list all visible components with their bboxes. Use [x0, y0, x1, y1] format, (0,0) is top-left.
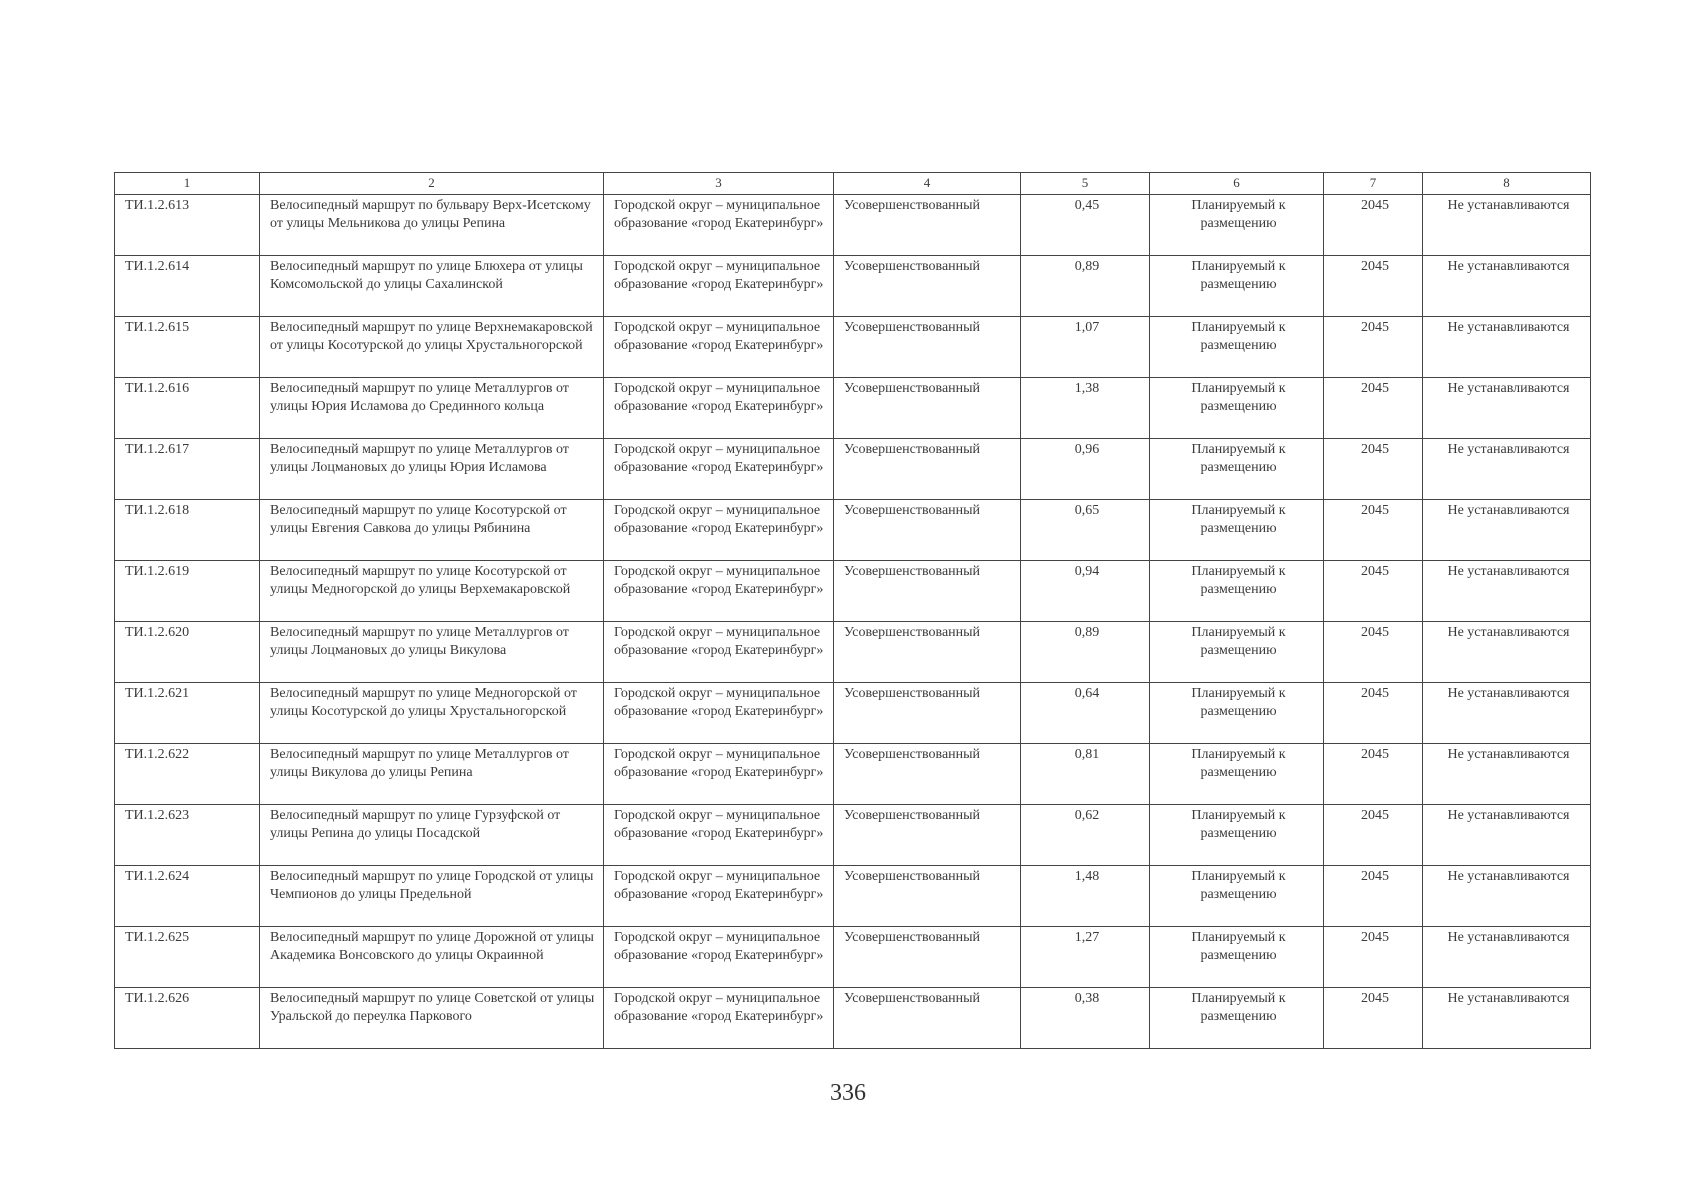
column-header-6: 6	[1150, 173, 1324, 195]
year-cell: 2045	[1324, 622, 1423, 683]
status-cell: Планируемый к размещению	[1150, 561, 1324, 622]
length-cell: 0,89	[1021, 256, 1150, 317]
municipality-cell: Городской округ – муниципальное образование «город Екатеринбург»	[604, 195, 834, 256]
category-cell: Усовершенствованный	[834, 805, 1021, 866]
table-row	[115, 256, 1591, 317]
table-row	[115, 622, 1591, 683]
category-cell: Усовершенствованный	[834, 622, 1021, 683]
object-name-cell: Велосипедный маршрут по улице Верхнемакаровской от улицы Косотурской до улицы Хрустальногорской	[260, 317, 604, 378]
zone-cell: Не устанавливаются	[1423, 866, 1591, 927]
status-cell: Планируемый к размещению	[1150, 439, 1324, 500]
length-cell: 0,96	[1021, 439, 1150, 500]
municipality-cell: Городской округ – муниципальное образование «город Екатеринбург»	[604, 256, 834, 317]
object-name-cell: Велосипедный маршрут по улице Городской от улицы Чемпионов до улицы Предельной	[260, 866, 604, 927]
year-cell: 2045	[1324, 927, 1423, 988]
length-cell: 0,89	[1021, 622, 1150, 683]
table-row	[115, 317, 1591, 378]
table-row	[115, 378, 1591, 439]
category-cell: Усовершенствованный	[834, 561, 1021, 622]
category-cell: Усовершенствованный	[834, 500, 1021, 561]
category-cell: Усовершенствованный	[834, 195, 1021, 256]
column-header-5: 5	[1021, 173, 1150, 195]
column-header-2: 2	[260, 173, 604, 195]
length-cell: 0,45	[1021, 195, 1150, 256]
object-name-cell: Велосипедный маршрут по улице Металлургов от улицы Викулова до улицы Репина	[260, 744, 604, 805]
status-cell: Планируемый к размещению	[1150, 256, 1324, 317]
category-cell: Усовершенствованный	[834, 866, 1021, 927]
zone-cell: Не устанавливаются	[1423, 805, 1591, 866]
municipality-cell: Городской округ – муниципальное образование «город Екатеринбург»	[604, 744, 834, 805]
zone-cell: Не устанавливаются	[1423, 439, 1591, 500]
table-row	[115, 988, 1591, 1049]
column-header-7: 7	[1324, 173, 1423, 195]
status-cell: Планируемый к размещению	[1150, 927, 1324, 988]
municipality-cell: Городской округ – муниципальное образование «город Екатеринбург»	[604, 378, 834, 439]
length-cell: 0,64	[1021, 683, 1150, 744]
year-cell: 2045	[1324, 805, 1423, 866]
zone-cell: Не устанавливаются	[1423, 683, 1591, 744]
year-cell: 2045	[1324, 317, 1423, 378]
object-code-cell: ТИ.1.2.625	[115, 927, 260, 988]
table-row	[115, 805, 1591, 866]
zone-cell: Не устанавливаются	[1423, 195, 1591, 256]
table-body	[115, 195, 1591, 1049]
year-cell: 2045	[1324, 744, 1423, 805]
column-header-4: 4	[834, 173, 1021, 195]
table-row	[115, 500, 1591, 561]
status-cell: Планируемый к размещению	[1150, 683, 1324, 744]
length-cell: 1,27	[1021, 927, 1150, 988]
status-cell: Планируемый к размещению	[1150, 988, 1324, 1049]
table-row	[115, 866, 1591, 927]
object-code-cell: ТИ.1.2.613	[115, 195, 260, 256]
municipality-cell: Городской округ – муниципальное образование «город Екатеринбург»	[604, 805, 834, 866]
category-cell: Усовершенствованный	[834, 317, 1021, 378]
page-number: 336	[830, 1080, 866, 1106]
object-name-cell: Велосипедный маршрут по улице Гурзуфской от улицы Репина до улицы Посадской	[260, 805, 604, 866]
municipality-cell: Городской округ – муниципальное образование «город Екатеринбург»	[604, 561, 834, 622]
object-code-cell: ТИ.1.2.618	[115, 500, 260, 561]
object-name-cell: Велосипедный маршрут по улице Металлургов от улицы Юрия Исламова до Срединного кольца	[260, 378, 604, 439]
object-name-cell: Велосипедный маршрут по улице Дорожной от улицы Академика Вонсовского до улицы Окраинной	[260, 927, 604, 988]
zone-cell: Не устанавливаются	[1423, 927, 1591, 988]
object-code-cell: ТИ.1.2.615	[115, 317, 260, 378]
zone-cell: Не устанавливаются	[1423, 988, 1591, 1049]
zone-cell: Не устанавливаются	[1423, 561, 1591, 622]
municipality-cell: Городской округ – муниципальное образование «город Екатеринбург»	[604, 988, 834, 1049]
object-code-cell: ТИ.1.2.614	[115, 256, 260, 317]
category-cell: Усовершенствованный	[834, 439, 1021, 500]
length-cell: 0,65	[1021, 500, 1150, 561]
table-row	[115, 561, 1591, 622]
object-code-cell: ТИ.1.2.620	[115, 622, 260, 683]
status-cell: Планируемый к размещению	[1150, 622, 1324, 683]
category-cell: Усовершенствованный	[834, 927, 1021, 988]
zone-cell: Не устанавливаются	[1423, 744, 1591, 805]
object-code-cell: ТИ.1.2.619	[115, 561, 260, 622]
length-cell: 0,38	[1021, 988, 1150, 1049]
table-row	[115, 927, 1591, 988]
zone-cell: Не устанавливаются	[1423, 622, 1591, 683]
status-cell: Планируемый к размещению	[1150, 866, 1324, 927]
length-cell: 0,94	[1021, 561, 1150, 622]
municipality-cell: Городской округ – муниципальное образование «город Екатеринбург»	[604, 622, 834, 683]
object-name-cell: Велосипедный маршрут по улице Косотурской от улицы Евгения Савкова до улицы Рябинина	[260, 500, 604, 561]
object-name-cell: Велосипедный маршрут по улице Медногорской от улицы Косотурской до улицы Хрустальногорской	[260, 683, 604, 744]
municipality-cell: Городской округ – муниципальное образование «город Екатеринбург»	[604, 317, 834, 378]
zone-cell: Не устанавливаются	[1423, 378, 1591, 439]
category-cell: Усовершенствованный	[834, 378, 1021, 439]
year-cell: 2045	[1324, 256, 1423, 317]
object-code-cell: ТИ.1.2.626	[115, 988, 260, 1049]
municipality-cell: Городской округ – муниципальное образование «город Екатеринбург»	[604, 927, 834, 988]
length-cell: 1,48	[1021, 866, 1150, 927]
length-cell: 0,62	[1021, 805, 1150, 866]
column-header-3: 3	[604, 173, 834, 195]
object-code-cell: ТИ.1.2.617	[115, 439, 260, 500]
object-code-cell: ТИ.1.2.623	[115, 805, 260, 866]
length-cell: 0,81	[1021, 744, 1150, 805]
status-cell: Планируемый к размещению	[1150, 378, 1324, 439]
category-cell: Усовершенствованный	[834, 744, 1021, 805]
municipality-cell: Городской округ – муниципальное образование «город Екатеринбург»	[604, 866, 834, 927]
year-cell: 2045	[1324, 866, 1423, 927]
category-cell: Усовершенствованный	[834, 256, 1021, 317]
zone-cell: Не устанавливаются	[1423, 256, 1591, 317]
object-name-cell: Велосипедный маршрут по улице Косотурской от улицы Медногорской до улицы Верхемакаровской	[260, 561, 604, 622]
table-row	[115, 744, 1591, 805]
column-header-1: 1	[115, 173, 260, 195]
length-cell: 1,07	[1021, 317, 1150, 378]
object-code-cell: ТИ.1.2.622	[115, 744, 260, 805]
year-cell: 2045	[1324, 195, 1423, 256]
table-row	[115, 439, 1591, 500]
header-row	[115, 173, 1591, 195]
municipality-cell: Городской округ – муниципальное образование «город Екатеринбург»	[604, 500, 834, 561]
object-name-cell: Велосипедный маршрут по улице Блюхера от улицы Комсомольской до улицы Сахалинской	[260, 256, 604, 317]
data-table	[114, 172, 1591, 1049]
municipality-cell: Городской округ – муниципальное образование «город Екатеринбург»	[604, 683, 834, 744]
status-cell: Планируемый к размещению	[1150, 500, 1324, 561]
object-name-cell: Велосипедный маршрут по улице Металлургов от улицы Лоцмановых до улицы Викулова	[260, 622, 604, 683]
zone-cell: Не устанавливаются	[1423, 500, 1591, 561]
object-code-cell: ТИ.1.2.624	[115, 866, 260, 927]
column-header-8: 8	[1423, 173, 1591, 195]
object-name-cell: Велосипедный маршрут по бульвару Верх-Исетскому от улицы Мельникова до улицы Репина	[260, 195, 604, 256]
zone-cell: Не устанавливаются	[1423, 317, 1591, 378]
category-cell: Усовершенствованный	[834, 683, 1021, 744]
table-header	[115, 173, 1591, 195]
category-cell: Усовершенствованный	[834, 988, 1021, 1049]
year-cell: 2045	[1324, 561, 1423, 622]
year-cell: 2045	[1324, 378, 1423, 439]
status-cell: Планируемый к размещению	[1150, 195, 1324, 256]
year-cell: 2045	[1324, 683, 1423, 744]
status-cell: Планируемый к размещению	[1150, 744, 1324, 805]
table-row	[115, 683, 1591, 744]
object-code-cell: ТИ.1.2.616	[115, 378, 260, 439]
year-cell: 2045	[1324, 439, 1423, 500]
table-row	[115, 195, 1591, 256]
municipality-cell: Городской округ – муниципальное образование «город Екатеринбург»	[604, 439, 834, 500]
status-cell: Планируемый к размещению	[1150, 805, 1324, 866]
object-name-cell: Велосипедный маршрут по улице Советской от улицы Уральской до переулка Паркового	[260, 988, 604, 1049]
year-cell: 2045	[1324, 500, 1423, 561]
status-cell: Планируемый к размещению	[1150, 317, 1324, 378]
year-cell: 2045	[1324, 988, 1423, 1049]
length-cell: 1,38	[1021, 378, 1150, 439]
object-code-cell: ТИ.1.2.621	[115, 683, 260, 744]
object-name-cell: Велосипедный маршрут по улице Металлургов от улицы Лоцмановых до улицы Юрия Исламова	[260, 439, 604, 500]
